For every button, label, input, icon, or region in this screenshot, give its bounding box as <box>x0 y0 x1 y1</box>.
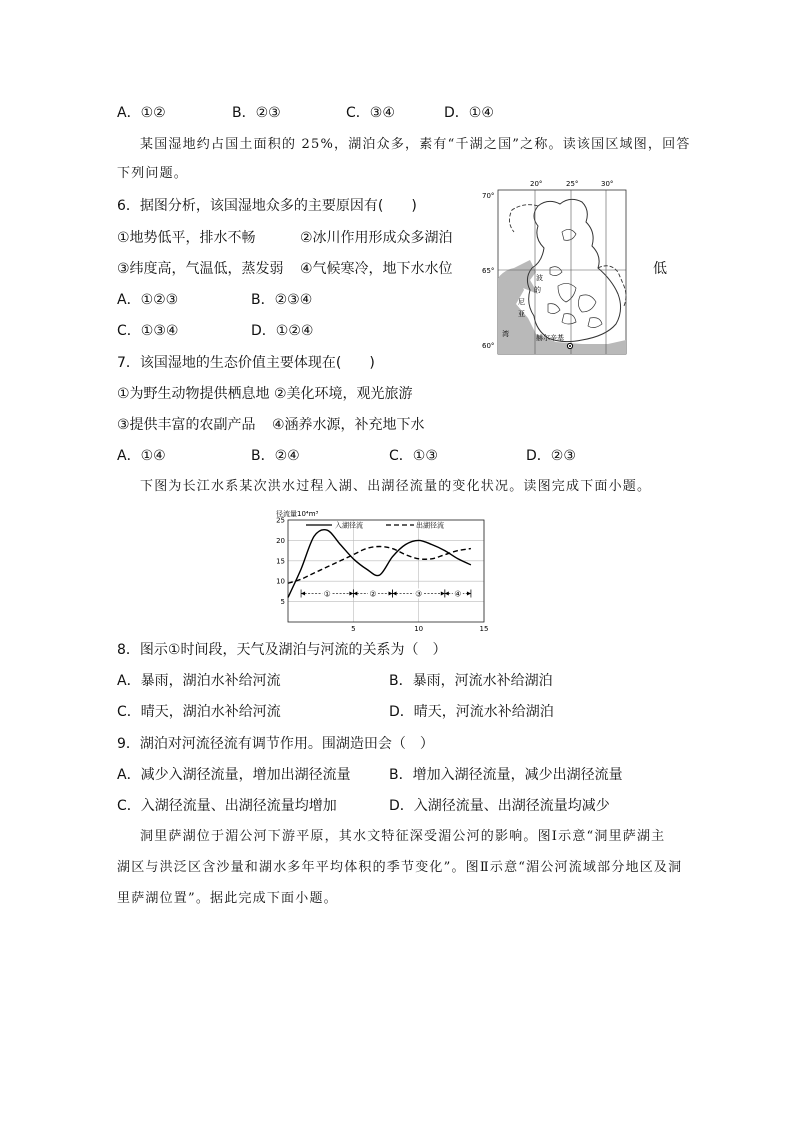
y-tick-label: 25 <box>276 516 285 525</box>
q6-item-3: ③纬度高，气温低，蒸发弱 <box>117 261 284 277</box>
period-arrowhead-left <box>445 591 449 595</box>
series-inflow-line <box>288 530 471 598</box>
q7-option-a[interactable]: A．①④ <box>117 448 166 464</box>
x-tick-label: 5 <box>351 625 356 633</box>
q9-option-b[interactable]: B．增加入湖径流量，减少出湖径流量 <box>389 767 623 783</box>
series-outflow-line <box>288 547 471 584</box>
q6-option-c[interactable]: C．①③④ <box>117 323 179 339</box>
period-label: ④ <box>454 589 462 599</box>
legend-outflow-label: 出湖径流 <box>416 521 444 530</box>
capital-marker-dot <box>569 345 571 347</box>
q7-stem: 7．该国湿地的生态价值主要体现在( ) <box>117 355 375 371</box>
q6-item-1: ①地势低平，排水不畅 <box>117 230 256 246</box>
y-tick-label: 20 <box>276 536 285 545</box>
gulf-label-char: 尼 <box>518 298 525 306</box>
runoff-line-chart <box>262 504 494 638</box>
y-tick-label: 10 <box>276 577 285 586</box>
q6-item-4: ④气候寒冷，地下水水位 <box>300 261 453 277</box>
q8-option-a[interactable]: A．暴雨，湖泊水补给河流 <box>117 673 281 689</box>
q8-option-c[interactable]: C．晴天，湖泊水补给河流 <box>117 704 281 720</box>
intro-paragraph-3-line-1: 洞里萨湖位于湄公河下游平原，其水文特征深受湄公河的影响。图Ⅰ示意“洞里萨湖主 <box>140 829 666 844</box>
gulf-label-char: 波 <box>536 274 543 282</box>
period-label: ③ <box>415 589 423 599</box>
intro-paragraph-1-line-1: 某国湿地约占国土面积的 25%，湖泊众多，素有“千湖之国”之称。读该国区域图，回答 <box>140 137 691 152</box>
intro-paragraph-3-line-3: 里萨湖位置”。据此完成下面小题。 <box>117 891 338 906</box>
q8-option-b[interactable]: B．暴雨，河流水补给湖泊 <box>389 673 553 689</box>
period-arrowhead-right <box>349 591 353 595</box>
gulf-label-char: 亚 <box>518 310 525 318</box>
q5-option-d[interactable]: D．①④ <box>444 105 494 121</box>
q9-option-a[interactable]: A．减少入湖径流量，增加出湖径流量 <box>117 767 351 783</box>
q8-option-d[interactable]: D．晴天，河流水补给湖泊 <box>389 704 554 720</box>
q9-stem: 9．湖泊对河流径流有调节作用。围湖造田会（ ） <box>117 736 434 752</box>
q7-option-c[interactable]: C．①③ <box>389 448 438 464</box>
q6-item-2: ②冰川作用形成众多湖泊 <box>300 230 453 246</box>
finland-region-map <box>478 176 638 360</box>
lon-label-20: 20° <box>530 180 543 188</box>
q6-option-d[interactable]: D．①②④ <box>251 323 314 339</box>
x-tick-label: 10 <box>414 625 424 633</box>
q7-item-2: ②美化环境，观光旅游 <box>274 386 413 402</box>
q6-stem: 6．据图分析，该国湿地众多的主要原因有( ) <box>117 198 417 214</box>
period-arrowhead-left <box>301 591 305 595</box>
q7-option-b[interactable]: B．②④ <box>251 448 300 464</box>
q8-stem: 8．图示①时间段，天气及湖泊与河流的关系为（ ） <box>117 642 447 658</box>
intro-paragraph-3-line-2: 湖区与洪泛区含沙量和湖水多年平均体积的季节变化”。图Ⅱ示意“湄公河流域部分地区及洞 <box>117 860 683 875</box>
q7-item-3: ③提供丰富的农副产品 <box>117 417 256 433</box>
y-tick-label: 15 <box>276 557 285 566</box>
period-label: ① <box>323 589 331 599</box>
q6-option-b[interactable]: B．②③④ <box>251 292 313 308</box>
lat-label-65: 65° <box>482 267 495 275</box>
q6-option-a[interactable]: A．①②③ <box>117 292 179 308</box>
plot-frame <box>288 520 484 622</box>
intro-paragraph-2: 下图为长江水系某次洪水过程入湖、出湖径流量的变化状况。读图完成下面小题。 <box>140 479 652 494</box>
lat-label-70: 70° <box>482 192 495 200</box>
lon-label-25: 25° <box>566 180 579 188</box>
q5-option-a[interactable]: A．①② <box>117 105 166 121</box>
period-arrowhead-right <box>389 591 393 595</box>
capital-label: 赫尔辛基 <box>536 334 564 342</box>
q5-option-b[interactable]: B．②③ <box>232 105 281 121</box>
period-arrowhead-right <box>467 591 471 595</box>
q9-option-d[interactable]: D．入湖径流量、出湖径流量均减少 <box>389 798 610 814</box>
lat-label-60: 60° <box>482 342 495 350</box>
q7-item-4: ④涵养水源，补充地下水 <box>272 417 425 433</box>
intro-paragraph-1-line-2: 下列问题。 <box>117 166 189 181</box>
q7-item-1: ①为野生动物提供栖息地 <box>117 386 270 402</box>
x-tick-label: 15 <box>479 625 489 633</box>
lon-label-30: 30° <box>601 180 614 188</box>
chart-y-axis-label: 径流量10⁴m³ <box>276 510 319 518</box>
q5-option-c[interactable]: C．③④ <box>346 105 395 121</box>
q9-option-c[interactable]: C．入湖径流量、出湖径流量均增加 <box>117 798 337 814</box>
period-arrowhead-left <box>353 591 357 595</box>
q6-item-4-tail: 低 <box>653 261 667 277</box>
gulf-label-char: 的 <box>534 286 541 294</box>
period-arrowhead-right <box>441 591 445 595</box>
legend-inflow-label: 入湖径流 <box>335 521 363 530</box>
q7-option-d[interactable]: D．②③ <box>526 448 576 464</box>
period-label: ② <box>369 589 377 599</box>
period-arrowhead-left <box>393 591 397 595</box>
y-tick-label: 5 <box>280 598 285 607</box>
gulf-label-char: 湾 <box>502 330 509 338</box>
